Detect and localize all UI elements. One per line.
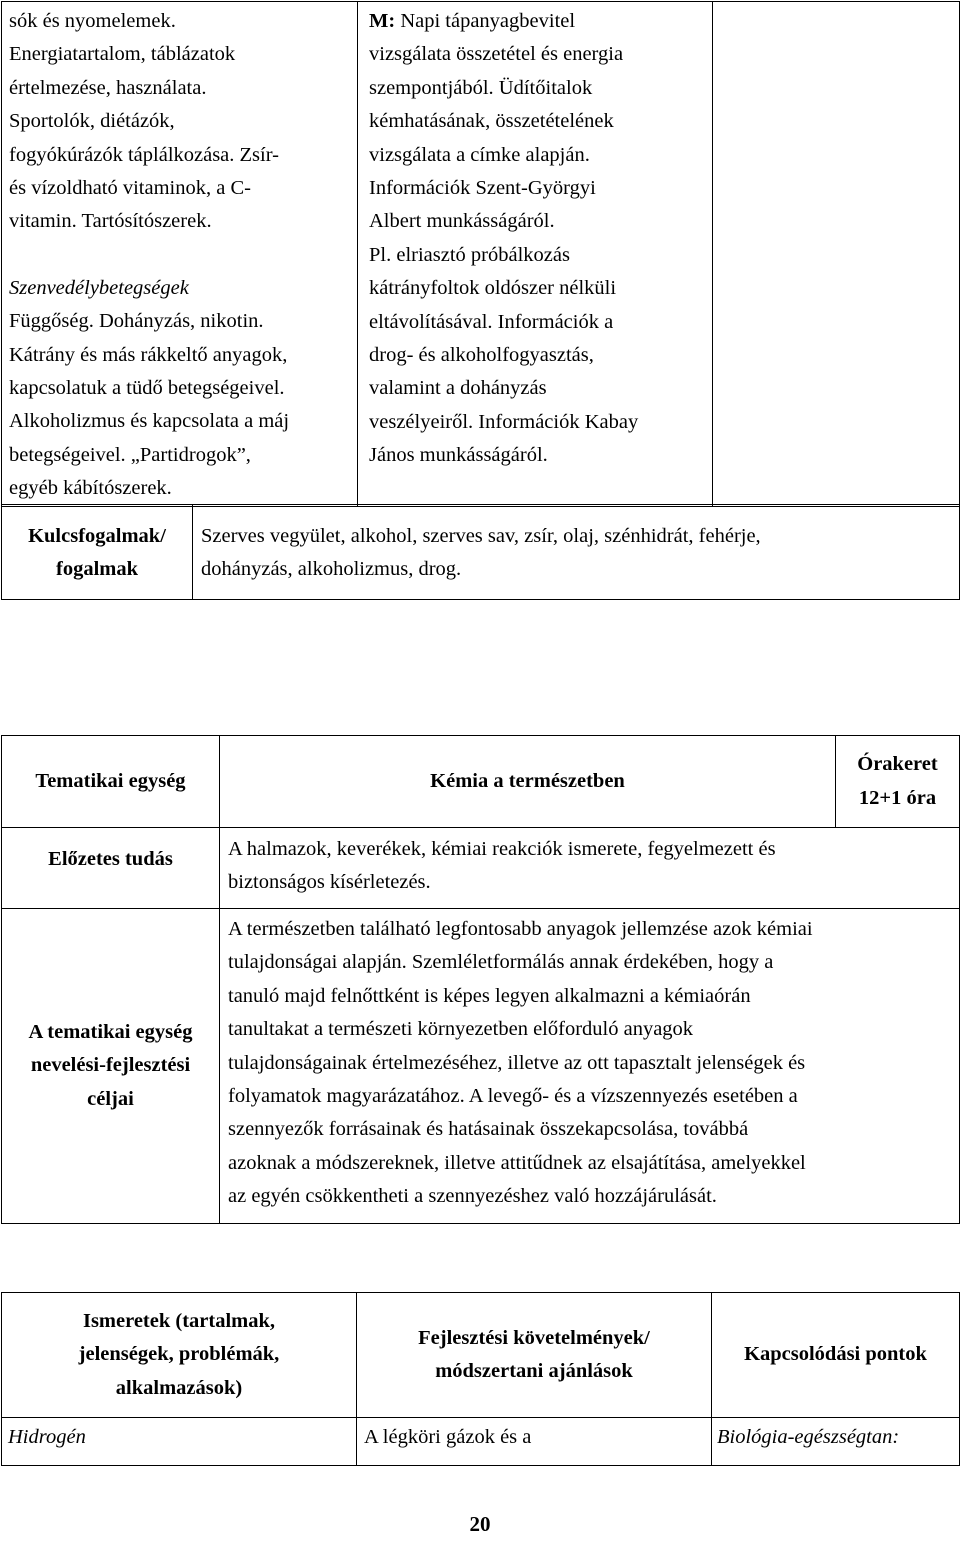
table-row bbox=[2, 1293, 960, 1418]
text-line: értelmezése, használata. bbox=[9, 76, 207, 99]
prior-text: A halmazok, keverékek, kémiai reakciók ismerete, fegyelmezett és biztonságos kísérletezés. bbox=[220, 828, 960, 909]
table-cell: Hidrogén bbox=[2, 1418, 357, 1466]
table-row bbox=[2, 736, 960, 828]
goals-text: A természetben található legfontosabb anyagok jellemzése azok kémiai tulajdonságai alapján. Szemléletformálás annak érdekében, hogy a tanuló majd felnőttként is képes legyen alkalmazni a kémiaórán tanultakat a természeti környezetben előforduló anyagok tulajdonságainak értelmezéséhez, illetve az ott tapasztalt jelenségek és folyamatok magyarázatához. A levegő- és a vízszennyezés esetében a szennyezők forrásainak és hatásainak összekapcsolása, továbbá azoknak a módszereknek, illetve attitűdnek az elsajátítása, amelyekkel az egyén csökkentheti a szennyezéshez való hozzájárulását. bbox=[220, 909, 960, 1224]
text-line: egyéb kábítószerek. bbox=[9, 477, 172, 500]
keywords-label: Kulcsfogalmak/ fogalmak bbox=[2, 505, 193, 600]
text-line: Függőség. Dohányzás, nikotin. bbox=[9, 310, 264, 333]
table-row bbox=[2, 828, 960, 909]
text-line: Albert munkásságáról. bbox=[369, 210, 555, 233]
column-header-connections: Kapcsolódási pontok bbox=[712, 1293, 960, 1418]
table-row bbox=[2, 909, 960, 1224]
hours-cell bbox=[836, 736, 960, 828]
text-line: Kátrány és más rákkeltő anyagok, bbox=[9, 343, 288, 366]
page-number: 20 bbox=[469, 1512, 491, 1536]
text-line: Alkoholizmus és kapcsolata a máj bbox=[9, 410, 290, 433]
content-table bbox=[1, 1292, 960, 1466]
unit-title: Kémia a természetben bbox=[220, 736, 836, 828]
thematic-unit-table bbox=[1, 735, 960, 1224]
content-cell bbox=[2, 2, 358, 507]
table-row bbox=[2, 2, 960, 507]
goals-label: A tematikai egység nevelési-fejlesztési céljai bbox=[2, 909, 220, 1224]
text-line: fogyókúrázók táplálkozása. Zsír- bbox=[9, 143, 279, 166]
empty-cell bbox=[713, 2, 960, 507]
section-heading: Szenvedélybetegségek bbox=[9, 276, 189, 299]
text-line: kémhatásának, összetételének bbox=[369, 110, 614, 133]
table-continuation bbox=[1, 1, 960, 507]
prior-label: Előzetes tudás bbox=[2, 828, 220, 909]
table-cell: A légköri gázok és a bbox=[357, 1418, 712, 1466]
text-line: sók és nyomelemek. bbox=[9, 10, 176, 32]
text-line: János munkásságáról. bbox=[369, 444, 548, 467]
text-line: kapcsolatuk a tüdő betegségeivel. bbox=[9, 377, 285, 400]
table-row bbox=[2, 1418, 960, 1466]
text-line: Energiatartalom, táblázatok bbox=[9, 43, 236, 66]
table-row bbox=[2, 505, 960, 600]
text-line: szempontjából. Üdítőitalok bbox=[369, 76, 593, 99]
column-header-knowledge: Ismeretek (tartalmak, jelenségek, problémák, alkalmazások) bbox=[2, 1293, 357, 1418]
text-line: kátrányfoltok oldószer nélküli bbox=[369, 277, 617, 300]
text-line: valamint a dohányzás bbox=[369, 377, 547, 400]
text-line: Információk Szent-Györgyi bbox=[369, 177, 596, 200]
keywords-text: Szerves vegyület, alkohol, szerves sav, zsír, olaj, szénhidrát, fehérje, dohányzás, alkoholizmus, drog. bbox=[193, 505, 960, 600]
text-line: vizsgálata összetétel és energia bbox=[369, 43, 624, 66]
text-line: Pl. elriasztó próbálkozás bbox=[369, 243, 570, 266]
text-line: és vízoldható vitaminok, a C- bbox=[9, 177, 251, 200]
hours-label: Órakeret bbox=[857, 753, 938, 776]
text-line: vizsgálata a címke alapján. bbox=[369, 143, 590, 166]
text-line: vitamin. Tartósítószerek. bbox=[9, 210, 212, 233]
text-line: M: Napi tápanyagbevitel bbox=[369, 10, 576, 32]
text-line: eltávolításával. Információk a bbox=[369, 310, 614, 333]
hours-value: 12+1 óra bbox=[858, 786, 937, 809]
text-line: Sportolók, diétázók, bbox=[9, 110, 175, 133]
table-cell: Biológia-egészségtan: bbox=[712, 1418, 960, 1466]
text-line: betegségeivel. „Partidrogok”, bbox=[9, 443, 251, 466]
activity-cell bbox=[358, 2, 713, 507]
activity-marker: M: bbox=[369, 10, 396, 32]
keywords-table bbox=[1, 504, 960, 600]
text-line: drog- és alkoholfogyasztás, bbox=[369, 344, 594, 367]
text-line: veszélyeiről. Információk Kabay bbox=[369, 410, 639, 433]
column-header-requirements: Fejlesztési követelmények/ módszertani ajánlások bbox=[357, 1293, 712, 1418]
unit-label: Tematikai egység bbox=[2, 736, 220, 828]
